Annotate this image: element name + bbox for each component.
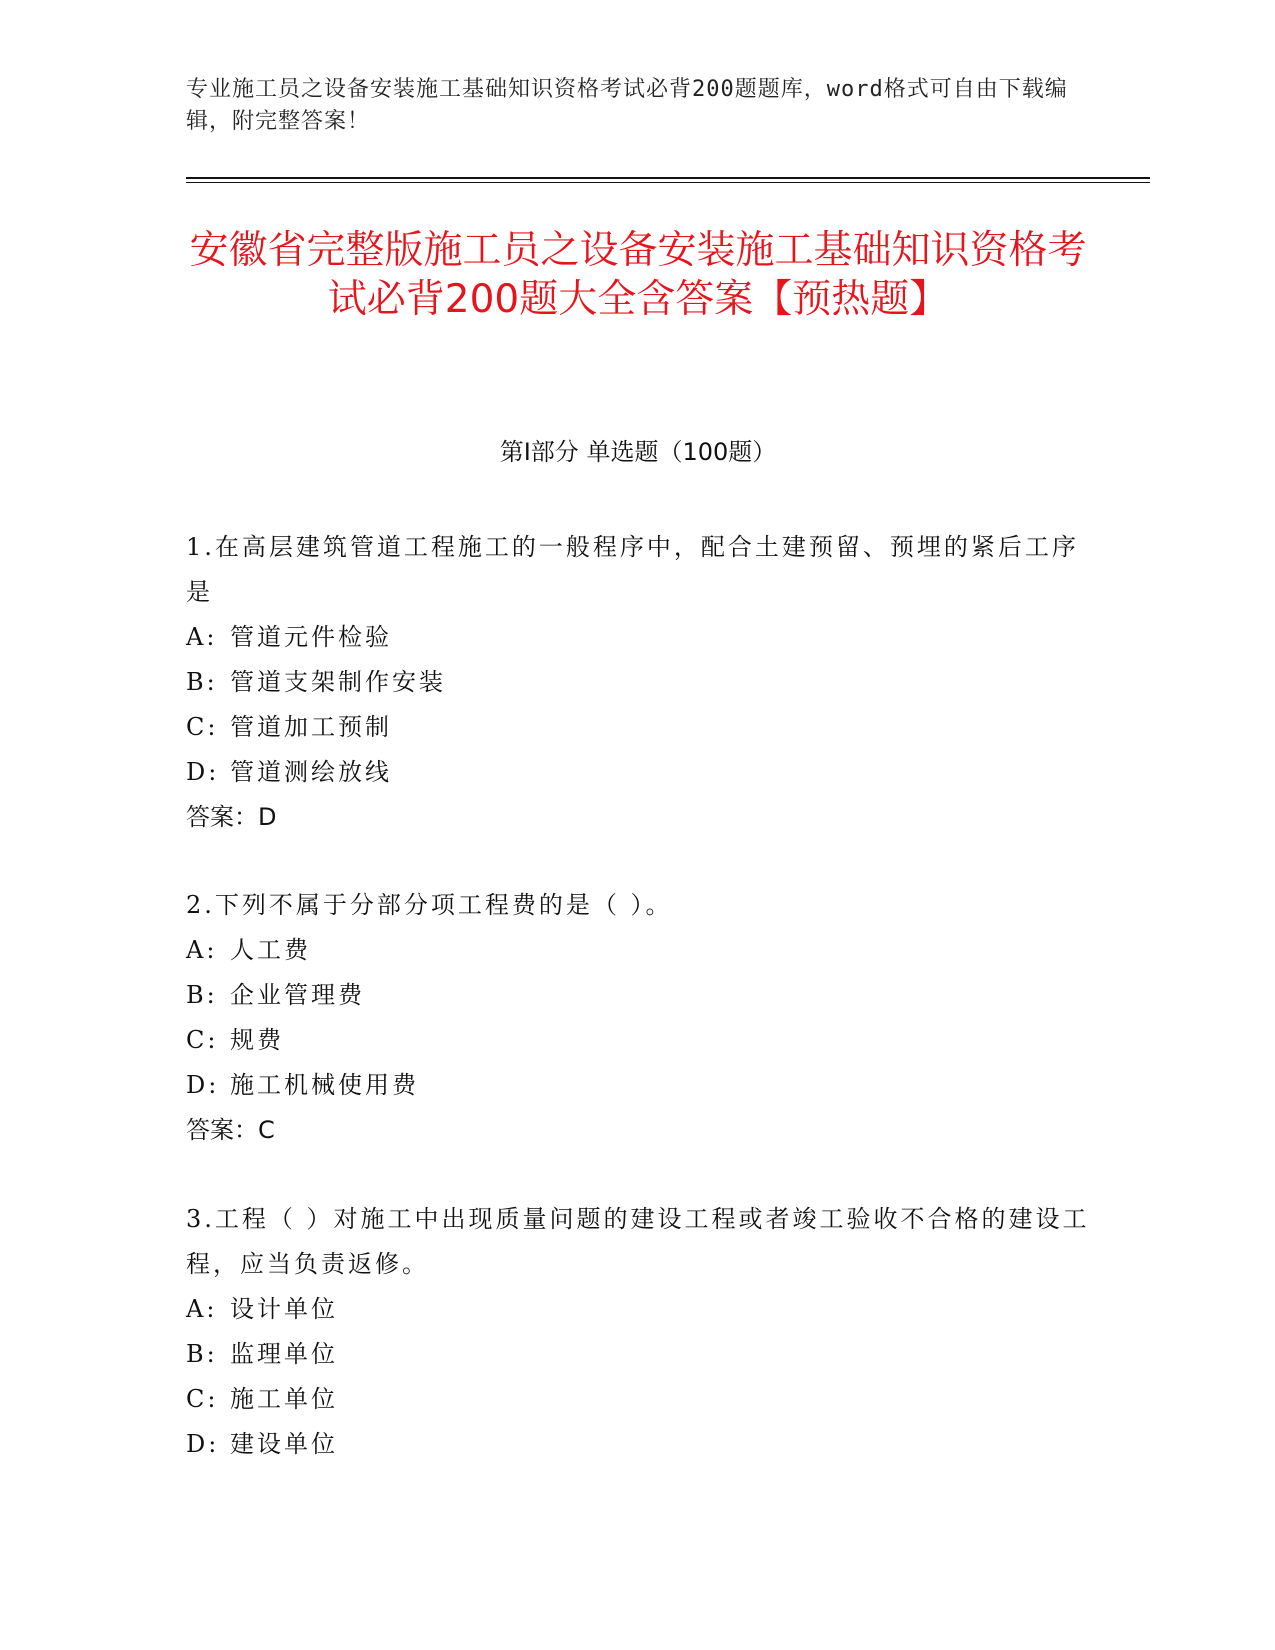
- option-text: 管道测绘放线: [230, 758, 392, 786]
- option-c: [186, 1018, 1090, 1063]
- answer: 答案：D: [186, 803, 277, 831]
- option-letter: C:: [186, 1026, 219, 1054]
- section-title: 第Ⅰ部分 单选题（100题）: [499, 438, 777, 466]
- option-b: [186, 660, 1090, 705]
- option-letter: B:: [186, 668, 218, 696]
- header-note: 专业施工员之设备安装施工基础知识资格考试必背200题题库，word格式可自由下载编辑，附完整答案！: [186, 77, 1068, 134]
- question-stem: 2.下列不属于分部分项工程费的是（ ）。: [186, 891, 673, 919]
- option-letter: A:: [186, 1295, 218, 1323]
- header-divider-thin: [186, 182, 1150, 183]
- option-letter: D:: [186, 758, 220, 786]
- option-d: [186, 1063, 1090, 1108]
- option-letter: D:: [186, 1430, 220, 1458]
- option-text: 管道支架制作安装: [230, 668, 446, 696]
- option-letter: A:: [186, 623, 218, 651]
- option-d: [186, 750, 1090, 795]
- option-letter: D:: [186, 1071, 220, 1099]
- option-text: 施工机械使用费: [230, 1071, 419, 1099]
- option-letter: C:: [186, 713, 219, 741]
- option-text: 管道元件检验: [230, 623, 392, 651]
- option-a: [186, 1287, 1090, 1332]
- option-text: 规费: [230, 1026, 284, 1054]
- question-3: [186, 1197, 1090, 1467]
- question-1: [186, 525, 1090, 840]
- option-b: [186, 973, 1090, 1018]
- option-text: 施工单位: [230, 1385, 338, 1413]
- question-stem: 1.在高层建筑管道工程施工的一般程序中，配合土建预留、预埋的紧后工序是: [186, 533, 1079, 606]
- option-letter: B:: [186, 1340, 218, 1368]
- option-letter: B:: [186, 981, 218, 1009]
- option-text: 建设单位: [230, 1430, 338, 1458]
- question-stem: 3.工程（ ）对施工中出现质量问题的建设工程或者竣工验收不合格的建设工程，应当负责返修。: [186, 1205, 1090, 1278]
- answer: 答案：C: [186, 1116, 275, 1144]
- option-a: [186, 928, 1090, 973]
- option-c: [186, 705, 1090, 750]
- option-b: [186, 1332, 1090, 1377]
- header-divider-thick: [186, 177, 1150, 179]
- option-text: 企业管理费: [230, 981, 365, 1009]
- option-d: [186, 1422, 1090, 1467]
- option-c: [186, 1377, 1090, 1422]
- option-text: 管道加工预制: [230, 713, 392, 741]
- option-text: 人工费: [230, 936, 311, 964]
- option-a: [186, 615, 1090, 660]
- document-title: 安徽省完整版施工员之设备安装施工基础知识资格考试必背200题大全含答案【预热题】: [189, 228, 1087, 322]
- option-letter: A:: [186, 936, 218, 964]
- question-2: [186, 883, 1090, 1153]
- option-letter: C:: [186, 1385, 219, 1413]
- option-text: 监理单位: [230, 1340, 338, 1368]
- option-text: 设计单位: [230, 1295, 338, 1323]
